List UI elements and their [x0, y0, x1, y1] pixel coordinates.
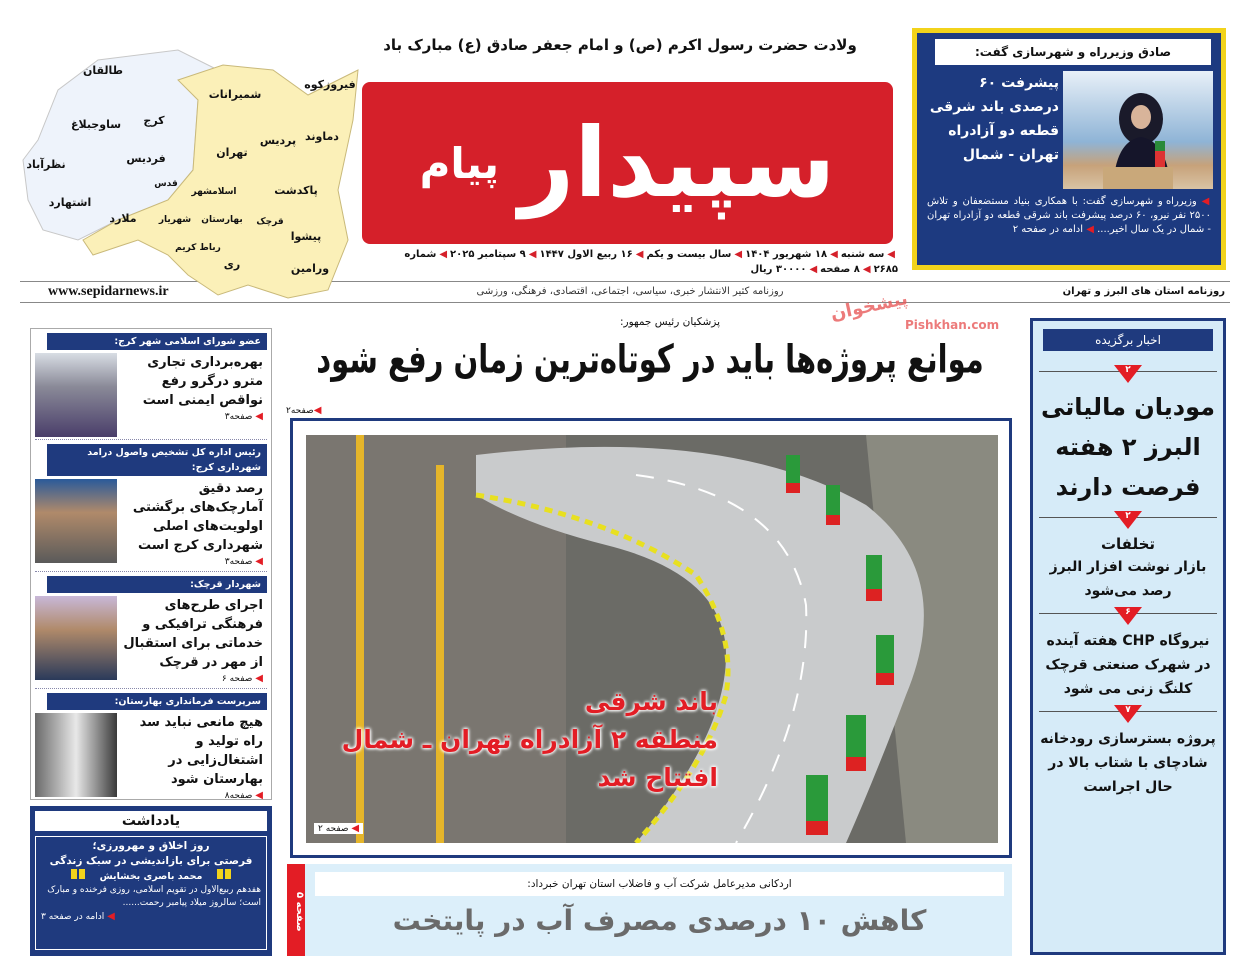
news-title[interactable]: رصد دقیق آمارچک‌های برگشتی اولویت‌های اصلی شهرداری کرج است: [132, 481, 263, 553]
featured-news-box[interactable]: [912, 28, 1226, 270]
featured-headline[interactable]: پیشرفت ۶۰ درصدی باند شرقی قطعه دو آزادراه تهران - شمال: [929, 75, 1059, 163]
svg-text:ساوجبلاغ: ساوجبلاغ: [70, 118, 122, 131]
bottom-news[interactable]: [287, 864, 1012, 956]
left-news-column: [30, 328, 272, 800]
svg-text:قرچک: قرچک: [256, 217, 284, 227]
note-title[interactable]: روز اخلاق و مهرورزی؛: [92, 840, 210, 852]
note-label: یادداشت: [35, 811, 267, 831]
masthead-logo: [362, 82, 893, 244]
website-link[interactable]: www.sepidarnews.ir: [48, 284, 169, 299]
quote-icon: [216, 869, 232, 884]
featured-summary: ◀ وزیرراه و شهرسازی گفت: با همکاری بنیاد مستضعفان و تلاش ۲۵۰۰ نفر نیرو، ۶۰ درصد پیشرفت باند شرقی قطعه دو آزادراه تهران - شمال در یک سال اخیر.... ◀ ادامه در صفحه ۲: [927, 196, 1211, 235]
page-ref[interactable]: ◀ صفحه ۶: [221, 673, 263, 684]
svg-text:پردیس: پردیس: [259, 134, 297, 147]
featured-kicker: صادق وزیرراه و شهرسازی گفت:: [935, 39, 1211, 65]
news-kicker: سرپرست فرمانداری بهارستان:: [47, 693, 267, 710]
paper-subtitle: روزنامه کثیر الانتشار خبری، سیاسی، اجتماعی، اقتصادی، فرهنگی، ورزشی: [476, 286, 784, 297]
svg-text:قدس: قدس: [154, 179, 178, 189]
news-item[interactable]: [35, 576, 267, 689]
selected-news-title[interactable]: مودیان مالیاتی البرز ۲ هفته فرصت دارند: [1040, 393, 1216, 501]
news-title[interactable]: اجرای طرح‌های فرهنگی ترافیکی و خدماتی برای استقبال از مهر در قرچک: [123, 598, 263, 670]
svg-text:ورامین: ورامین: [290, 262, 330, 275]
logo-prefix: پیام: [419, 138, 500, 188]
continue-link[interactable]: ادامه در صفحه ۲: [1012, 224, 1084, 235]
note-body: هفدهم ربیع‌الاول در تقویم اسلامی، روزی فرخنده و مبارک است؛ سالروز میلاد پیامبر رحمت......: [47, 885, 261, 908]
note-subtitle[interactable]: فرصتی برای بازاندیشی در سبک زندگی: [49, 855, 253, 867]
arrow-icon: ◀: [1086, 224, 1094, 235]
divider: [20, 302, 1230, 303]
editorial-note-box[interactable]: [30, 806, 272, 956]
news-kicker: شهردار قرچک:: [47, 576, 267, 593]
news-photo: [35, 596, 117, 680]
news-title[interactable]: هیچ مانعی نباید سد راه تولید و اشتغال‌زایی در بهارستان شود: [139, 715, 263, 787]
news-title[interactable]: بهره‌برداری تجاری مترو درگرو رفع نواقص ایمنی است: [142, 355, 263, 408]
svg-text:ملارد: ملارد: [109, 212, 137, 225]
svg-text:ری: ری: [223, 258, 241, 271]
news-kicker: رئیس اداره کل تشخیص واصول درامد شهرداری کرج:: [47, 444, 267, 476]
dateline: ◀سه شنبه◀۱۸ شهریور ۱۴۰۴◀سال بیست و یکم◀۱۶ ربیع الاول ۱۴۴۷◀۹ سپتامبر ۲۰۲۵◀شماره ۲۶۸۵◀۸ صفحه◀۳۰۰۰۰ ریال: [404, 249, 898, 275]
main-kicker: پزشکیان رئیس جمهور:: [619, 316, 721, 328]
page-marker: ۷: [1039, 705, 1217, 727]
page-marker: ۲: [1039, 511, 1217, 533]
page-ref[interactable]: ◀ صفحه۸: [224, 790, 263, 801]
svg-text:بهارستان: بهارستان: [201, 215, 243, 225]
svg-text:اسلامشهر: اسلامشهر: [191, 187, 237, 197]
news-item[interactable]: [35, 444, 267, 572]
note-author: محمد باصری بخشایش: [99, 870, 203, 882]
news-item[interactable]: [35, 693, 267, 805]
page-ref[interactable]: ◀ صفحه ۲: [314, 823, 363, 834]
province-map: [18, 40, 363, 302]
bottom-headline[interactable]: کاهش ۱۰ درصدی مصرف آب در پایتخت: [392, 904, 927, 937]
svg-text:طالقان: طالقان: [82, 64, 124, 77]
selected-news-column: [1030, 318, 1226, 955]
selected-news-title[interactable]: نیروگاه CHP هفته آینده در شهرک صنعتی قرچک کلنگ زنی می شود: [1045, 633, 1211, 697]
news-kicker: عضو شورای اسلامی شهر کرج:: [47, 333, 267, 350]
svg-text:پاکدشت: پاکدشت: [274, 184, 318, 197]
page-marker: ۶: [1039, 607, 1217, 629]
selected-news-kicker: تخلفات: [1100, 535, 1156, 553]
highway-photo: [306, 435, 998, 843]
svg-text:پیشوا: پیشوا: [290, 230, 322, 243]
quote-icon: [70, 869, 86, 884]
news-photo: [35, 353, 117, 437]
news-item[interactable]: [35, 333, 267, 440]
page-ref[interactable]: ◀ صفحه۳: [224, 556, 263, 567]
page-tab[interactable]: صفحه ۵: [287, 864, 305, 956]
province-label: روزنامه استان های البرز و تهران: [1062, 286, 1225, 297]
svg-text:شهریار: شهریار: [158, 215, 192, 225]
svg-text:اشتهارد: اشتهارد: [48, 196, 92, 209]
photo-caption: باند شرقی منطقه ۲ آزادراه تهران ـ شمال افتتاح شد: [341, 687, 718, 792]
page-ref[interactable]: ◀صفحه۲: [286, 405, 322, 416]
masthead-tagline: ولادت حضرت رسول اکرم (ص) و امام جعفر صادق (ع) مبارک باد: [383, 36, 857, 54]
page-marker: ۲: [1039, 365, 1217, 387]
main-headline[interactable]: موانع پروژه‌ها باید در کوتاه‌ترین زمان رفع شود: [316, 336, 984, 382]
svg-text:فیروزکوه: فیروزکوه: [304, 78, 356, 91]
bottom-kicker: اردکانی مدیرعامل شرکت آب و فاضلاب استان تهران خبرداد:: [315, 872, 1004, 896]
logo-name: سپیدار: [519, 107, 836, 219]
svg-text:کرج: کرج: [143, 114, 165, 127]
featured-photo: [1063, 71, 1213, 189]
selected-news-title[interactable]: پروژه بسترسازی رودخانه شادچای با شتاب بالا در حال اجراست: [1040, 731, 1216, 795]
svg-text:فردیس: فردیس: [126, 152, 166, 165]
svg-text:دماوند: دماوند: [305, 130, 339, 143]
bullet-icon: ◀: [1201, 196, 1211, 207]
svg-text:تهران: تهران: [216, 146, 248, 159]
svg-text:نظرآباد: نظرآباد: [26, 158, 66, 171]
page-ref[interactable]: ◀ صفحه۳: [224, 411, 263, 422]
watermark-logo: پیشخوان: [828, 288, 910, 325]
news-photo: [35, 479, 117, 563]
watermark-url: Pishkhan.com: [905, 318, 1000, 332]
main-photo-box[interactable]: [290, 418, 1012, 858]
selected-news-title[interactable]: بازار نوشت افزار البرز رصد می‌شود: [1049, 559, 1207, 599]
svg-text:شمیرانات: شمیرانات: [208, 88, 262, 101]
svg-text:رباط کریم: رباط کریم: [175, 243, 221, 253]
news-photo: [35, 713, 117, 797]
continue-link[interactable]: ◀ ادامه در صفحه ۳: [41, 911, 115, 922]
column-title: اخبار برگزیده: [1043, 329, 1213, 351]
